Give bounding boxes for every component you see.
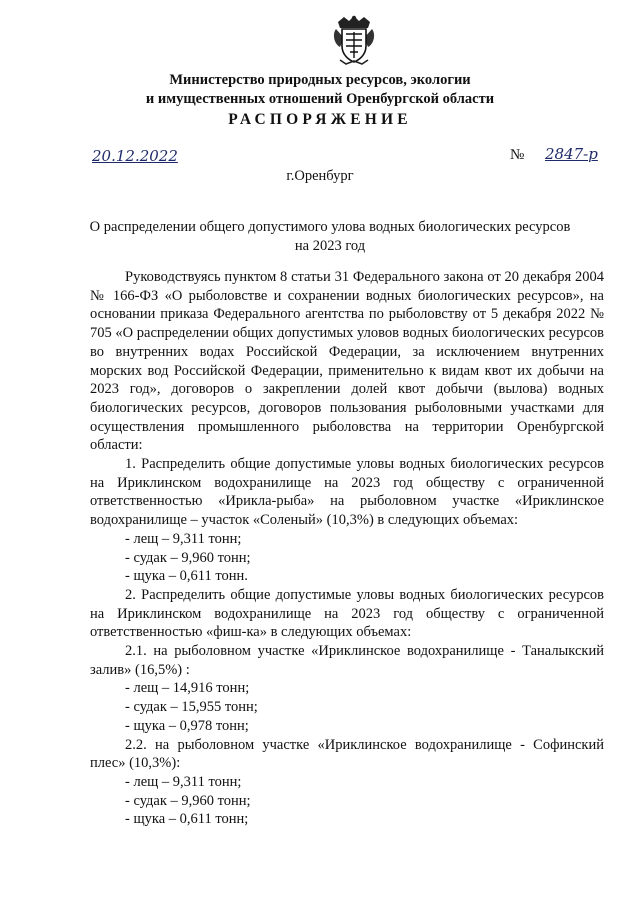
list-item: - судак – 15,955 тонн;	[125, 699, 258, 716]
org-line-2: и имущественных отношений Оренбургской области	[145, 91, 495, 107]
org-line-1: Министерство природных ресурсов, экологии	[169, 72, 471, 88]
list-item: - судак – 9,960 тонн;	[125, 549, 251, 566]
preamble-paragraph: Руководствуясь пунктом 8 статьи 31 Федерального закона от 20 декабря 2004 № 166-ФЗ «О рыболовстве и сохранении водных биологических ресурсов», на основании приказа Федерального агентства по рыболовству от 5 декабря 2022 № 705 «О распределении общих допустимых уловов водных биологических ресурсов во внутренних водах Российской Федерации, за исключением внутренних морских вод Российской Федерации, применительно к видам квот их добычи на 2023 год», договоров о закреплении долей квот добычи (вылова) водных биологических ресурсов, договоров пользования рыболовными участками для осуществления промышленного рыболовства на территории Оренбургской области:	[90, 269, 604, 454]
document-body	[90, 268, 604, 829]
document-title	[80, 218, 580, 256]
document-number: 2847-р	[545, 145, 598, 163]
list-item: - лещ – 14,916 тонн;	[125, 680, 250, 697]
document-type: РАСПОРЯЖЕНИЕ	[228, 111, 412, 128]
list-item: - щука – 0,978 тонн;	[125, 717, 249, 734]
list-item: - щука – 0,611 тонн.	[125, 568, 248, 585]
list-item: - судак – 9,960 тонн;	[125, 792, 251, 809]
list-item: - щука – 0,611 тонн;	[125, 811, 249, 828]
paragraph-1: 1. Распределить общие допустимые уловы водных биологических ресурсов на Ириклинском водохранилище на 2023 год обществу с ограниченной ответственностью «Ирикла-рыба» на рыболовном участке «Ириклинское водохранилище – участок «Соленый» (10,3%) в следующих объемах:	[90, 456, 604, 529]
paragraph-2-2: 2.2. на рыболовном участке «Ириклинское водохранилище - Софинский плес» (10,3%):	[90, 736, 604, 772]
paragraph-2: 2. Распределить общие допустимые уловы водных биологических ресурсов на Ириклинском водохранилище на 2023 год обществу с ограниченной ответственностью «фиш-ка» в следующих объемах:	[90, 586, 604, 641]
title-line-1: О распределении общего допустимого улова водных биологических ресурсов	[89, 219, 571, 235]
paragraph-2-1: 2.1. на рыболовном участке «Ириклинское водохранилище - Таналыкский залив» (16,5%) :	[90, 643, 604, 678]
coat-of-arms-emblem	[332, 14, 376, 66]
list-item: - лещ – 9,311 тонн;	[125, 530, 242, 547]
city: г.Оренбург	[286, 168, 354, 184]
organization-name	[0, 71, 640, 109]
document-date: 20.12.2022	[92, 147, 178, 165]
number-label: №	[510, 147, 525, 163]
list-item: - лещ – 9,311 тонн;	[125, 773, 242, 790]
title-line-2: на 2023 год	[294, 238, 366, 254]
